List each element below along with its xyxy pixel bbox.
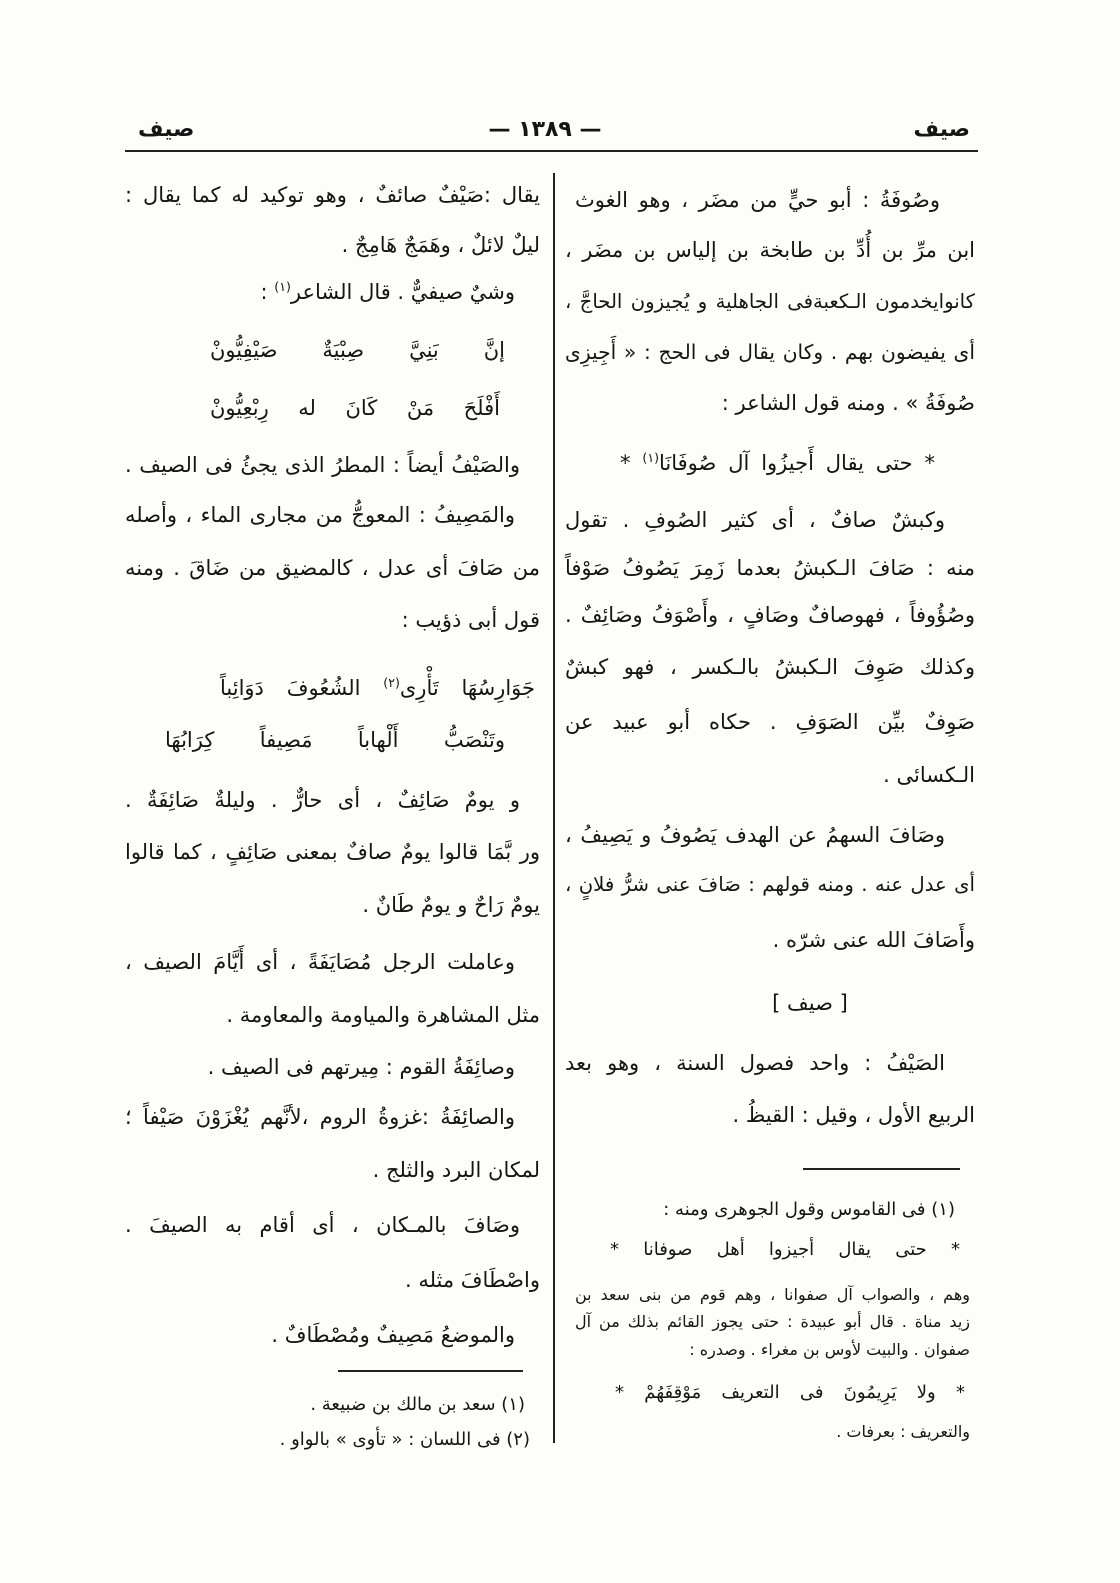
right-column-line: الـكسائى . [883,763,975,787]
left-column-line: ليلٌ لائلٌ ، وهَمَجٌ هَامِجٌ . [341,233,540,257]
footnote-rule [803,1168,960,1170]
right-column-line: الصَيْفُ : واحد فصول السنة ، وهو بعد [565,1051,945,1075]
right-column-line: منه : صَافَ الـكبشُ بعدما زَمِرَ يَصُوفُ صَوْفاً [565,556,975,580]
right-column-line: وصُوفَةُ : أبو حيٍّ من مضَر ، وهو الغوث [575,188,940,212]
verse-line [565,443,975,483]
footnote-rule [338,1370,523,1372]
right-column-line: أى عدل عنه . ومنه قولهم : صَافَ عنى شرُّ فلانٍ ، [565,873,975,896]
entry-heading: [ صيف ] [772,991,848,1015]
footnote-line: صفوان . والبيت لأوس بن مغراء . وصدره : [689,1340,970,1359]
line-text-end: : [260,280,275,304]
footnote-ref: (١) [274,279,291,294]
footnote-verse: * حتى يقال أجيزوا أهل صوفانا * [610,1239,960,1260]
poem-text: جَوَارِسُهَا تَأْرِى [399,676,535,700]
footnote-line: (١) سعد بن مالك بن ضبيعة . [310,1394,525,1415]
footnote-verse: * ولا يَرِيمُونَ فى التعريف مَوْقِفَهُمْ * [615,1382,965,1403]
header-rule [125,150,978,152]
right-column-line: كانوايخدمون الـكعبةفى الجاهلية و يُجيزون الحاجَّ ، [565,290,975,313]
left-column-line: والصَيْفُ أيضاً : المطرُ الذى يجئُ فى الصيف . [125,453,520,477]
poem-line: وتَنْصَبُّ أَلْهاباً مَصِيفاً كِرَابُهَا [165,728,505,752]
footnote-line: (٢) فى اللسان : « تأوى » بالواو . [279,1429,530,1450]
right-column-line: ابن مرِّ بن أُدِّ بن طابخة بن إلياس بن مضَر ، [565,238,975,262]
left-column-line: وصَافَ بالمـكان ، أى أقام به الصيفَ . [125,1213,520,1237]
page-number: — ١٣٨٩ — [488,117,602,142]
footnote-line: (١) فى القاموس وقول الجوهرى ومنه : [663,1199,955,1220]
right-column-line: صَوِفٌ بيِّن الصَوَفِ . حكاه أبو عبيد عن [565,710,975,734]
poem-line: إنَّ بَنِيَّ صِبْيَةٌ صَيْفِيُّونْ [210,338,505,362]
verse-text-end: * [620,451,643,475]
left-column-line: مثل المشاهرة والمياومة والمعاومة . [226,1003,540,1027]
right-column-line: وصُؤُوفاً ، فهوصافٌ وصَافٍ ، وأَصْوَفُ وصَائِفٌ . [565,603,975,627]
right-column-line: أى يفيضون بهم . وكان يقال فى الحج : « أَجِيزِى [565,340,975,364]
poem-text-end: الشُعُوفَ دَوَائِباً [220,676,384,700]
left-column-line: والمَصِيفُ : المعوجُّ من مجارى الماء ، وأصله [125,503,515,527]
footnote-ref: (٢) [383,675,400,690]
left-column-line: لمكان البرد والثلج . [372,1158,540,1182]
right-column-line: وأَصَافَ الله عنى شرّه . [772,928,975,952]
running-head-left: صيف [138,117,195,142]
right-column-line: وكذلك صَوِفَ الـكبشُ بالـكسر ، فهو كبشٌ [565,655,975,679]
left-column-line: قول أبى ذؤيب : [401,608,540,632]
footnote-line: والتعريف : بعرفات . [836,1422,970,1441]
left-column-line: والصائِفَةُ :غزوةُ الروم ،لأنَّهم يُغْزَوْنَ صَيْفاً ؛ [125,1105,515,1129]
footnote-line: زيد مناة . قال أبو عبيدة : حتى يجوز القائم بذلك من آل [575,1312,970,1331]
right-column-line: الربيع الأول ، وقيل : القيظُ . [732,1103,975,1127]
column-divider [553,173,555,1443]
left-column-line: يقال :صَيْفٌ صائفٌ ، وهو توكيد له كما يقال : [125,183,540,207]
right-column-line: وكبشٌ صافٌ ، أى كثير الصُوفِ . تقول [565,508,945,532]
left-column-line: وعاملت الرجل مُصَايَفَةً ، أى أَيَّامَ الصيف ، [125,950,515,974]
running-head-right: صيف [913,117,970,142]
left-column-line: والموضعُ مَصِيفٌ ومُصْطَافٌ . [271,1323,515,1347]
right-column-line: صُوفَةُ » . ومنه قول الشاعر : [721,391,975,415]
footnote-line: وهم ، والصواب آل صفوانا ، وهم قوم من بنى سعد بن [575,1285,970,1304]
left-column-line [125,272,540,312]
left-column-line: وصائِفَةُ القوم : مِيرتهم فى الصيف . [207,1055,515,1079]
footnote-ref: (١) [642,450,659,465]
poem-line [125,668,540,708]
left-column-line: واصْطَافَ مثله . [404,1268,540,1292]
poem-line: أَفْلَحَ مَنْ كَانَ له رِبْعِيُّونْ [210,396,500,420]
line-text: وشيٌ صيفيٌّ . قال الشاعر [290,280,515,304]
right-column-line: وصَافَ السهمُ عن الهدف يَصُوفُ و يَصِيفُ ، [565,823,945,847]
left-column-line: من صَافَ أى عدل ، كالمضيق من ضَاقَ . ومنه [125,556,540,580]
verse-text: * حتى يقال أَجيزُوا آل صُوفَانَا [659,451,935,475]
left-column-line: ور بَّمَا قالوا يومٌ صافٌ بمعنى صَائِفٍ ، كما قالوا [125,840,540,864]
left-column-line: يومٌ رَاحٌ و يومٌ طَانٌ . [362,893,540,917]
left-column-line: و يومٌ صَائِفٌ ، أى حارٌّ . وليلةٌ صَائِفَةٌ . [125,788,520,812]
